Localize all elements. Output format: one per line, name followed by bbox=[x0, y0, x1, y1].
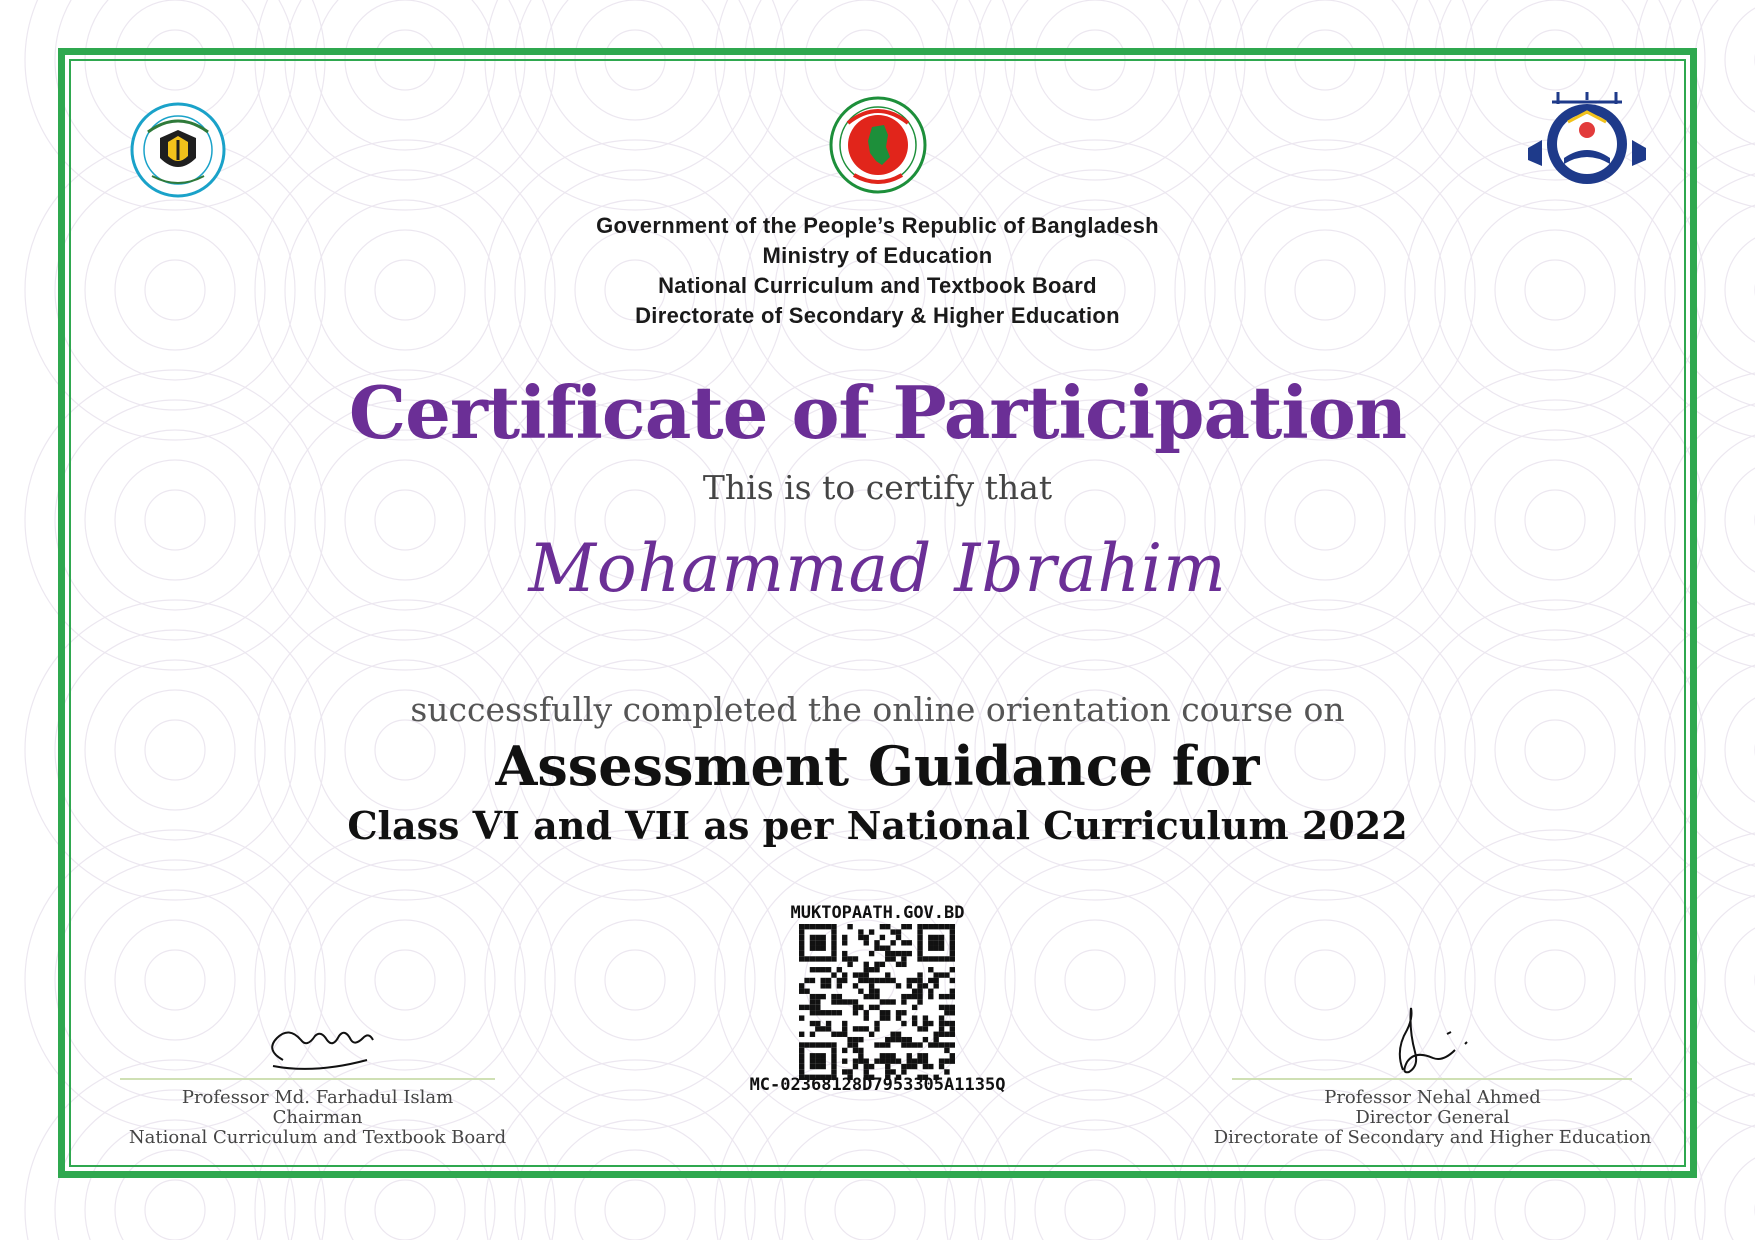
signatory-left-name: Professor Md. Farhadul Islam bbox=[181, 1087, 454, 1108]
signature-right bbox=[1385, 1000, 1475, 1080]
certificate-title: Certificate of Participation bbox=[348, 370, 1407, 455]
nctb-seal-icon bbox=[130, 102, 226, 198]
signatory-right bbox=[1190, 1088, 1675, 1148]
bangladesh-government-seal-icon bbox=[828, 95, 928, 195]
completion-text: successfully completed the online orientation course on bbox=[410, 690, 1345, 729]
recipient-name: Mohammad Ibrahim bbox=[528, 530, 1227, 607]
course-subtitle: Class VI and VII as per National Curriculum 2022 bbox=[347, 803, 1408, 848]
issuing-authorities bbox=[0, 211, 1755, 331]
signatory-left-organization: National Curriculum and Textbook Board bbox=[128, 1127, 507, 1148]
certify-text: This is to certify that bbox=[702, 468, 1053, 507]
header-government: Government of the People’s Republic of Bangladesh bbox=[596, 213, 1159, 238]
verification-site[interactable]: MUKTOPAATH.GOV.BD bbox=[790, 903, 965, 923]
signatory-left-title: Chairman bbox=[272, 1107, 363, 1128]
signature-line-left bbox=[120, 1078, 495, 1080]
signatory-right-name: Professor Nehal Ahmed bbox=[1324, 1087, 1541, 1108]
signatory-right-organization: Directorate of Secondary and Higher Education bbox=[1213, 1127, 1652, 1148]
qr-code[interactable] bbox=[799, 924, 955, 1080]
signatory-right-title: Director General bbox=[1355, 1107, 1510, 1128]
header-nctb: National Curriculum and Textbook Board bbox=[658, 273, 1097, 298]
header-ministry: Ministry of Education bbox=[762, 243, 993, 268]
signature-line-right bbox=[1232, 1078, 1632, 1080]
certificate-serial: MC-02368128D7953305A1135Q bbox=[749, 1075, 1006, 1095]
header-directorate: Directorate of Secondary & Higher Education bbox=[635, 303, 1120, 328]
course-title: Assessment Guidance for bbox=[495, 734, 1260, 798]
signature-left bbox=[255, 1010, 385, 1080]
dshe-seal-icon bbox=[1528, 92, 1646, 192]
signatory-left bbox=[110, 1088, 525, 1148]
